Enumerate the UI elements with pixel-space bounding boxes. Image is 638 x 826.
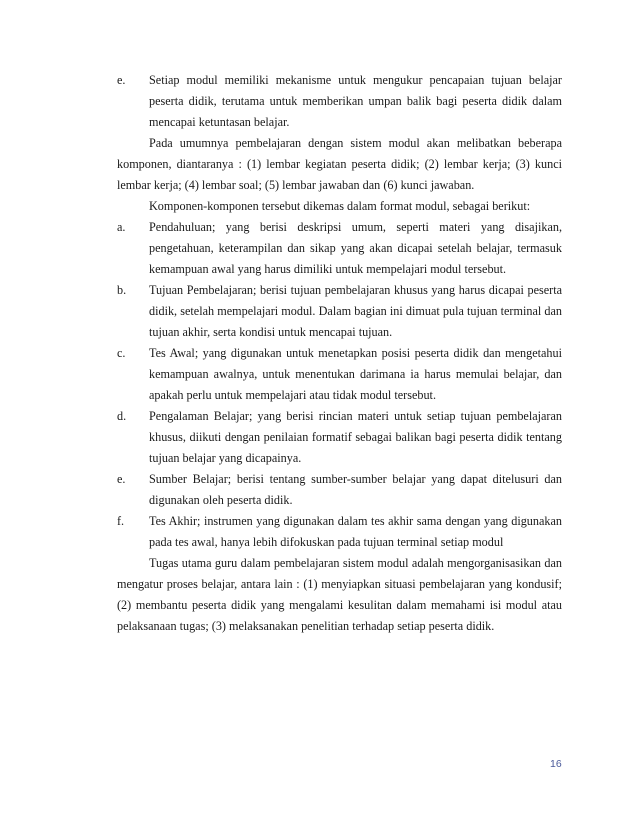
list-item-tujuan-pembelajaran bbox=[117, 280, 562, 343]
list-item-text: Sumber Belajar; berisi tentang sumber-sumber belajar yang dapat ditelusuri dan digunakan oleh peserta didik. bbox=[149, 472, 562, 507]
list-item-text: Tes Awal; yang digunakan untuk menetapkan posisi peserta didik dan mengetahui kemampuan awalnya, untuk menentukan darimana ia harus memulai belajar, dan apakah perlu untuk mempelajari atau tidak modul tersebut. bbox=[149, 346, 562, 402]
list-marker: e. bbox=[117, 73, 126, 87]
list-item-text: Pendahuluan; yang berisi deskripsi umum, seperti materi yang disajikan, pengetahuan, keterampilan dan sikap yang akan dicapai setelah belajar, termasuk kemampuan awal yang harus dimiliki untuk mempelajari modul tersebut. bbox=[149, 220, 562, 276]
list-item-text: Tes Akhir; instrumen yang digunakan dalam tes akhir sama dengan yang digunakan pada tes awal, hanya lebih difokuskan pada tujuan terminal setiap modul bbox=[149, 514, 562, 549]
page-number: 16 bbox=[550, 758, 562, 770]
list-marker: a. bbox=[117, 220, 126, 234]
list-item-pengalaman-belajar bbox=[117, 406, 562, 469]
components-list bbox=[117, 217, 562, 553]
list-item-pendahuluan bbox=[117, 217, 562, 280]
list-item-tes-akhir bbox=[117, 511, 562, 553]
list-marker: e. bbox=[117, 472, 126, 486]
paragraph-components-overview: Pada umumnya pembelajaran dengan sistem modul akan melibatkan beberapa komponen, diantaranya : (1) lembar kegiatan peserta didik; (2) lembar kerja; (3) kunci lembar kerja; (4) lembar soal; (5) lembar jawaban dan (6) kunci jawaban. bbox=[117, 136, 562, 192]
list-item-tes-awal bbox=[117, 343, 562, 406]
page-body bbox=[117, 70, 562, 637]
list-item-text: Pengalaman Belajar; yang berisi rincian materi untuk setiap tujuan pembelajaran khusus, diikuti dengan penilaian formatif sebagai balikan bagi peserta didik tentang tujuan belajar yang dicapainya. bbox=[149, 409, 562, 465]
list-item-intro-e bbox=[117, 70, 562, 133]
list-item-text: Setiap modul memiliki mekanisme untuk mengukur pencapaian tujuan belajar peserta didik, terutama untuk memberikan umpan balik bagi peserta didik dalam mencapai ketuntasan belajar. bbox=[149, 73, 562, 129]
list-marker: f. bbox=[117, 514, 125, 528]
list-item-text: Tujuan Pembelajaran; berisi tujuan pembelajaran khusus yang harus dicapai peserta didik, setelah mempelajari modul. Dalam bagian ini dimuat pula tujuan terminal dan tujuan akhir, serta kondisi untuk mencapai tujuan. bbox=[149, 283, 562, 339]
list-item-sumber-belajar bbox=[117, 469, 562, 511]
paragraph-teacher-tasks: Tugas utama guru dalam pembelajaran sistem modul adalah mengorganisasikan dan mengatur proses belajar, antara lain : (1) menyiapkan situasi pembelajaran yang kondusif; (2) membantu peserta didik yang mengalami kesulitan dalam memahami isi modul atau pelaksanaan tugas; (3) melaksanakan penelitian terhadap setiap peserta didik. bbox=[117, 556, 562, 633]
list-marker: b. bbox=[117, 283, 127, 297]
list-marker: d. bbox=[117, 409, 127, 423]
paragraph-format-intro: Komponen-komponen tersebut dikemas dalam format modul, sebagai berikut: bbox=[149, 199, 531, 213]
list-marker: c. bbox=[117, 346, 126, 360]
